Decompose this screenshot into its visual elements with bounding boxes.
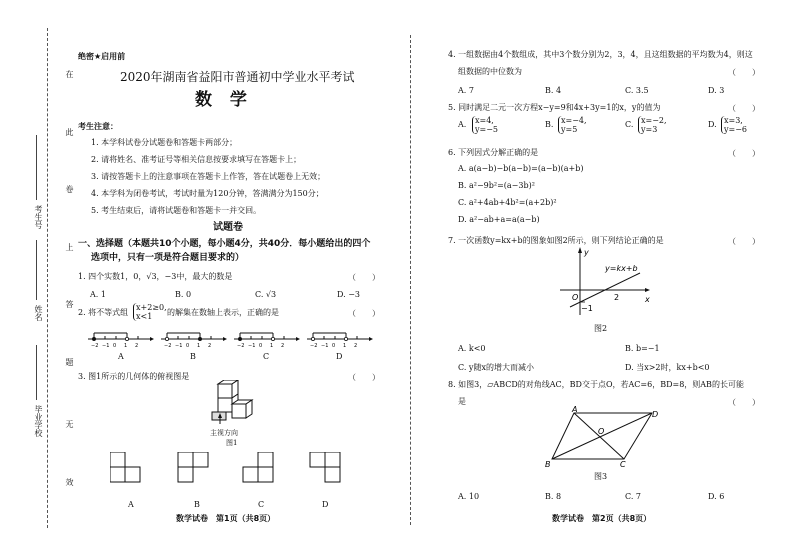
q4-option-b: B. 4 <box>545 86 562 95</box>
q1-option-c: C. √3 <box>255 290 277 299</box>
q5-option-d <box>708 120 717 129</box>
tick-label: −1 <box>248 343 256 349</box>
q3-label-c: C <box>258 500 265 509</box>
q8-option-b: B. 8 <box>545 492 562 501</box>
q6-option-c: C. a²+4ab+4b²=(a+2b)² <box>458 198 557 207</box>
q8-vertex-b: B <box>545 460 551 467</box>
tick-label: −2 <box>91 343 99 349</box>
tick-label: −1 <box>321 343 329 349</box>
q3-solid-figure <box>200 380 260 432</box>
tick-label: 1 <box>124 343 128 349</box>
tick-label: 2 <box>135 343 139 349</box>
q3-label-d: D <box>322 500 329 509</box>
q2-label-b: B <box>190 352 196 361</box>
tick-label: 2 <box>208 343 212 349</box>
q1-stem: 1. 四个实数1，0，√3，−3中，最大的数是 <box>78 272 233 281</box>
q8-vertex-c: C <box>620 460 626 467</box>
q2-label-c: C <box>263 352 270 361</box>
q4-stem-cont: 组数据的中位数为 <box>458 67 522 76</box>
q5-stem: 5. 同时满足二元一次方程x−y=9和4x+3y=1的x，y的值为 <box>448 103 661 112</box>
q5-option-b <box>545 120 553 129</box>
seal-char: 此 <box>65 128 74 136</box>
q1-option-a: A. 1 <box>90 290 106 299</box>
q5-option-b-system <box>558 116 587 134</box>
tick-label: 1 <box>197 343 201 349</box>
q5-option-d-system <box>721 116 747 134</box>
page-divider <box>410 35 411 525</box>
q4-stem: 4. 一组数据由4个数组成，其中3个数分别为2，3，4，且这组数据的平均数为4，则这 <box>448 50 753 59</box>
q3-figure-caption: 图1 <box>226 439 238 447</box>
section-title: 试题卷 <box>213 222 243 233</box>
answer-paren: （ ） <box>348 273 380 282</box>
exam-title: 2020年湖南省益阳市普通初中学业水平考试 <box>120 70 355 84</box>
q7-tick-2: 2 <box>614 293 620 302</box>
q7-origin: O <box>572 293 579 302</box>
answer-paren: （ ） <box>348 309 380 318</box>
q3-options-views <box>110 452 360 492</box>
answer-paren: （ ） <box>728 104 760 113</box>
seal-line <box>47 28 48 528</box>
q6-option-b: B. a²−9b²=(a−3b)² <box>458 181 535 190</box>
q2-label-a: A <box>118 352 124 361</box>
secret-mark: 绝密★启用前 <box>78 52 126 61</box>
answer-paren: （ ） <box>348 373 380 382</box>
q2-ineq-line: x<1 <box>136 312 153 321</box>
q8-option-c: C. 7 <box>625 492 642 501</box>
q5-option-c <box>625 120 633 129</box>
q6-stem: 6. 下列因式分解正确的是 <box>448 148 539 157</box>
system-line: x=−2, <box>641 116 667 125</box>
system-line: y=−6 <box>724 125 748 134</box>
q2-number-lines <box>88 325 388 365</box>
tick-label: 0 <box>259 343 263 349</box>
subject-title: 数 学 <box>195 90 253 110</box>
q2-label-d: D <box>336 352 343 361</box>
notice-item: 5. 考生结束后，请将试题卷和答题卡一并交回。 <box>91 206 262 215</box>
q5-option-label: D. <box>708 120 717 129</box>
q2-inequality-system <box>133 303 167 321</box>
q3-label-b: B <box>194 500 200 509</box>
right-footer: 数学试卷 第2页（共8页） <box>552 514 652 523</box>
field-line <box>36 240 37 300</box>
q6-option-d: D. a²−ab+a=a(a−b) <box>458 215 540 224</box>
seal-char: 效 <box>65 478 74 486</box>
q5-option-c-system <box>638 116 667 134</box>
q8-center-o: O <box>598 427 605 436</box>
notice-item: 4. 本学科为闭卷考试，考试时量为120分钟，答满满分为150分； <box>91 189 324 198</box>
q8-figure-caption: 图3 <box>594 472 608 481</box>
q6-option-a: A. a(a−b)−b(a−b)=(a−b)(a+b) <box>458 164 584 173</box>
q2-ineq-line: x+2≥0, <box>136 303 167 312</box>
q7-option-b: B. b=−1 <box>625 344 660 353</box>
field-label-school: 毕业学校 <box>34 405 43 437</box>
q7-option-c: C. y随x的增大而减小 <box>458 363 534 372</box>
system-line: x=4, <box>475 116 494 125</box>
tick-label: −1 <box>175 343 183 349</box>
q3-front-direction: 主视方向 <box>210 429 238 437</box>
q4-option-c: C. 3.5 <box>625 86 649 95</box>
q7-figure-caption: 图2 <box>594 324 608 333</box>
q1-option-d: D. −3 <box>337 290 361 299</box>
q1-option-b: B. 0 <box>175 290 192 299</box>
tick-label: 1 <box>343 343 347 349</box>
q7-axis-y: y <box>584 248 589 257</box>
tick-label: 0 <box>113 343 117 349</box>
system-line: y=5 <box>561 125 578 134</box>
field-line <box>36 345 37 400</box>
q8-vertex-a: A <box>572 405 578 414</box>
tick-label: −2 <box>310 343 318 349</box>
system-line: x=−4, <box>561 116 587 125</box>
seal-char: 答 <box>65 300 74 308</box>
q4-option-d: D. 3 <box>708 86 725 95</box>
tick-label: −2 <box>237 343 245 349</box>
q8-parallelogram <box>540 405 670 467</box>
tick-label: 2 <box>281 343 285 349</box>
left-footer: 数学试卷 第1页（共8页） <box>176 514 276 523</box>
number-line-b <box>161 333 227 349</box>
field-label-name: 姓名 <box>34 305 43 321</box>
q5-option-a <box>458 120 466 129</box>
tick-label: 0 <box>332 343 336 349</box>
q2-stem-pre: 2. 将不等式组 <box>78 308 129 317</box>
answer-paren: （ ） <box>728 237 760 246</box>
tick-label: 0 <box>186 343 190 349</box>
q4-option-a: A. 7 <box>458 86 474 95</box>
q7-func-label: y=kx+b <box>605 264 638 273</box>
field-line <box>36 135 37 200</box>
number-line-d <box>307 333 373 349</box>
q8-stem: 8. 如图3，▱ABCD的对角线AC，BD交于点O，若AC=6，BD=8，则AB的长可能 <box>448 380 744 389</box>
answer-paren: （ ） <box>728 398 760 407</box>
notice-title: 考生注意： <box>78 122 118 131</box>
tick-label: 2 <box>354 343 358 349</box>
answer-paren: （ ） <box>728 68 760 77</box>
field-label-exam-id: 考生号 <box>34 205 43 229</box>
q8-stem-cont: 是 <box>458 397 466 406</box>
q7-axis-x: x <box>645 295 650 304</box>
number-line-c <box>234 333 300 349</box>
q7-option-a: A. k<0 <box>458 344 486 353</box>
part1-heading: 选项中，只有一项是符合题目要求的） <box>91 253 245 263</box>
system-line: y=−5 <box>475 125 499 134</box>
q5-option-label: A. <box>458 120 467 129</box>
seal-char: 上 <box>65 243 74 251</box>
seal-char: 在 <box>65 70 74 78</box>
q8-option-d: D. 6 <box>708 492 725 501</box>
seal-char: 卷 <box>65 185 74 193</box>
tick-label: −1 <box>102 343 110 349</box>
q8-vertex-d: D <box>652 410 659 419</box>
part1-heading: 一、选择题（本题共10个小题，每小题4分，共40分．每小题给出的四个 <box>78 239 371 249</box>
tick-label: −2 <box>164 343 172 349</box>
notice-item: 3. 请按答题卡上的注意事项在答题卡上作答，答在试题卷上无效； <box>91 172 326 181</box>
number-line-a <box>88 333 154 349</box>
seal-char: 无 <box>65 420 74 428</box>
q7-graph <box>555 245 655 320</box>
tick-label: 1 <box>270 343 274 349</box>
q3-label-a: A <box>128 500 134 509</box>
system-line: x=3, <box>724 116 743 125</box>
q3-stem: 3. 图1所示的几何体的俯视图是 <box>78 372 190 381</box>
notice-item: 2. 请将姓名、准考证号等相关信息按要求填写在答题卡上； <box>91 155 302 164</box>
q2-stem-post: 的解集在数轴上表示，正确的是 <box>167 308 279 317</box>
answer-paren: （ ） <box>728 149 760 158</box>
q5-option-label: B. <box>545 120 554 129</box>
q7-stem: 7. 一次函数y=kx+b的图象如图2所示，则下列结论正确的是 <box>448 236 664 245</box>
q7-tick-neg1: −1 <box>581 304 593 313</box>
q8-option-a: A. 10 <box>458 492 480 501</box>
q5-option-a-system <box>472 116 498 134</box>
q5-option-label: C. <box>625 120 634 129</box>
q7-option-d: D. 当x>2时，kx+b<0 <box>625 363 710 372</box>
seal-char: 题 <box>65 358 74 366</box>
system-line: y=3 <box>641 125 658 134</box>
notice-item: 1. 本学科试卷分试题卷和答题卡两部分； <box>91 138 238 147</box>
